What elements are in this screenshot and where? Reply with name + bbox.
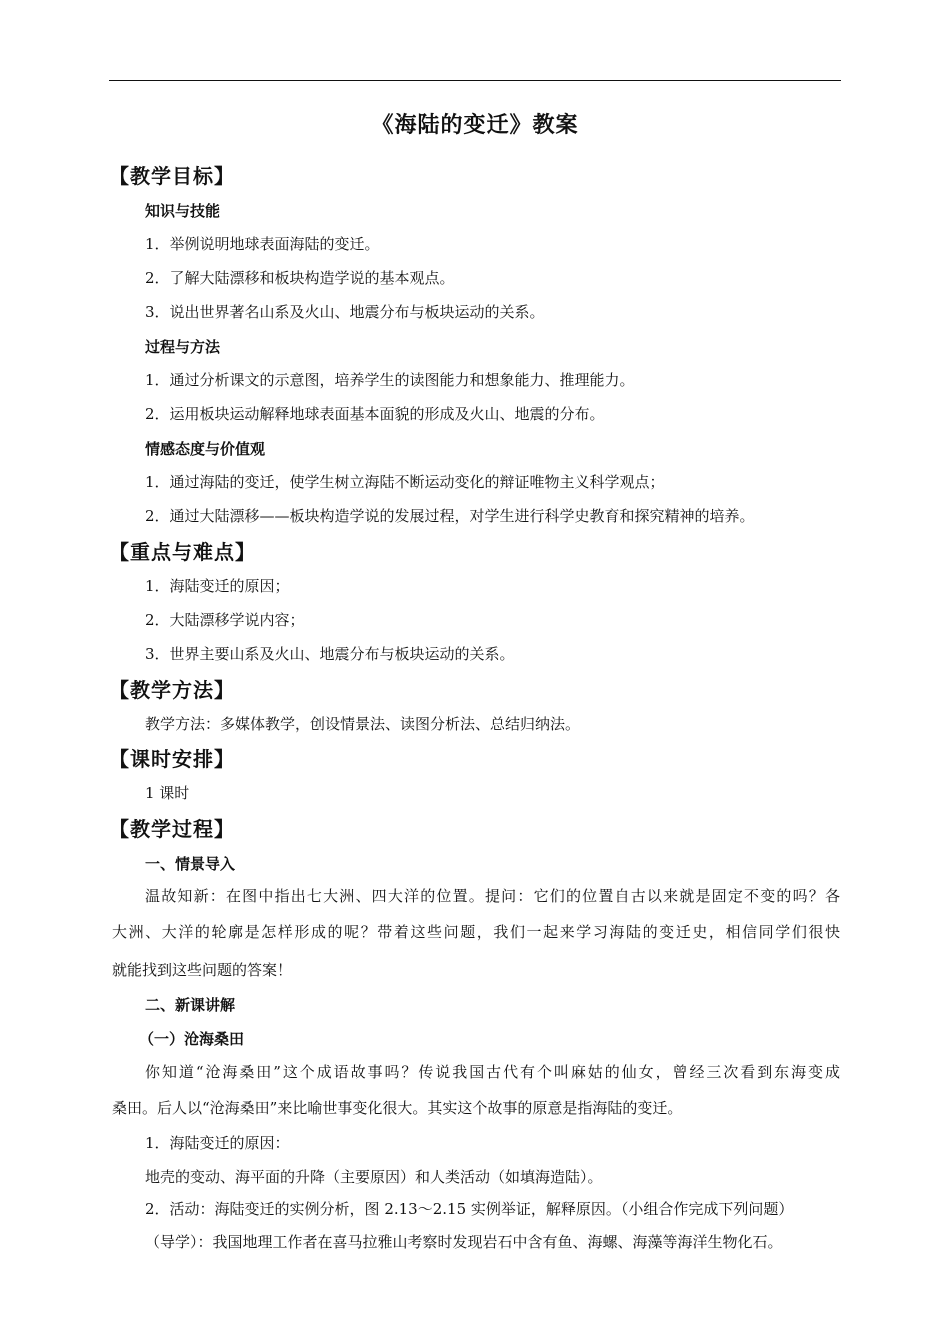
list-item: 3．世界主要山系及火山、地震分布与板块运动的关系。 <box>145 645 515 663</box>
list-item: 1．通过海陆的变迁，使学生树立海陆不断运动变化的辩证唯物主义科学观点； <box>145 473 665 491</box>
heading-teaching-methods: 【教学方法】 <box>109 678 235 702</box>
cause-label: 1．海陆变迁的原因： <box>145 1134 290 1152</box>
header-rule <box>109 80 841 81</box>
subheading-knowledge: 知识与技能 <box>145 202 221 220</box>
heading-key-points: 【重点与难点】 <box>109 540 256 564</box>
paragraph-line: 就能找到这些问题的答案！ <box>112 961 293 979</box>
heading-teaching-goals: 【教学目标】 <box>109 164 235 188</box>
list-item: 2．了解大陆漂移和板块构造学说的基本观点。 <box>145 269 455 287</box>
paragraph-line: 你知道“沧海桑田”这个成语故事吗？传说我国古代有个叫麻姑的仙女，曾经三次看到东海变成 <box>145 1063 840 1081</box>
heading-teaching-process: 【教学过程】 <box>109 817 235 841</box>
paragraph-line: 桑田。后人以“沧海桑田”来比喻世事变化很大。其实这个故事的原意是指海陆的变迁。 <box>112 1099 683 1117</box>
list-item: 2．大陆漂移学说内容； <box>145 611 305 629</box>
list-item: 3．说出世界著名山系及火山、地震分布与板块运动的关系。 <box>145 303 545 321</box>
guide-text: （导学）：我国地理工作者在喜马拉雅山考察时发现岩石中含有鱼、海螺、海藻等海洋生物化石。 <box>145 1233 783 1251</box>
subheading-new-lesson: 二、新课讲解 <box>145 996 236 1014</box>
list-item: 1．通过分析课文的示意图，培养学生的读图能力和想象能力、推理能力。 <box>145 371 635 389</box>
list-item: 1．海陆变迁的原因； <box>145 577 290 595</box>
subheading-attitude: 情感态度与价值观 <box>145 440 266 458</box>
document-title: 《海陆的变迁》教案 <box>371 112 579 138</box>
methods-text: 教学方法：多媒体教学，创设情景法、读图分析法、总结归纳法。 <box>145 715 581 733</box>
schedule-text: 1 课时 <box>145 784 190 802</box>
list-item: 1．举例说明地球表面海陆的变迁。 <box>145 235 380 253</box>
paragraph-line: 温故知新：在图中指出七大洲、四大洋的位置。提问：它们的位置自古以来就是固定不变的吗？各 <box>145 887 840 905</box>
paragraph-line: 大洲、大洋的轮廓是怎样形成的呢？带着这些问题，我们一起来学习海陆的变迁史，相信同学们很快 <box>112 923 840 941</box>
heading-schedule: 【课时安排】 <box>109 747 235 771</box>
subheading-sub-section: （一）沧海桑田 <box>139 1030 245 1048</box>
activity-text: 2．活动：海陆变迁的实例分析，图 2.13～2.15 实例举证，解释原因。（小组合作完成下列问题） <box>145 1200 794 1218</box>
subheading-intro: 一、情景导入 <box>145 855 236 873</box>
list-item: 2．运用板块运动解释地球表面基本面貌的形成及火山、地震的分布。 <box>145 405 605 423</box>
subheading-process-method: 过程与方法 <box>145 338 221 356</box>
list-item: 2．通过大陆漂移——板块构造学说的发展过程，对学生进行科学史教育和探究精神的培养。 <box>145 507 755 525</box>
cause-text: 地壳的变动、海平面的升降（主要原因）和人类活动（如填海造陆）。 <box>145 1168 603 1186</box>
